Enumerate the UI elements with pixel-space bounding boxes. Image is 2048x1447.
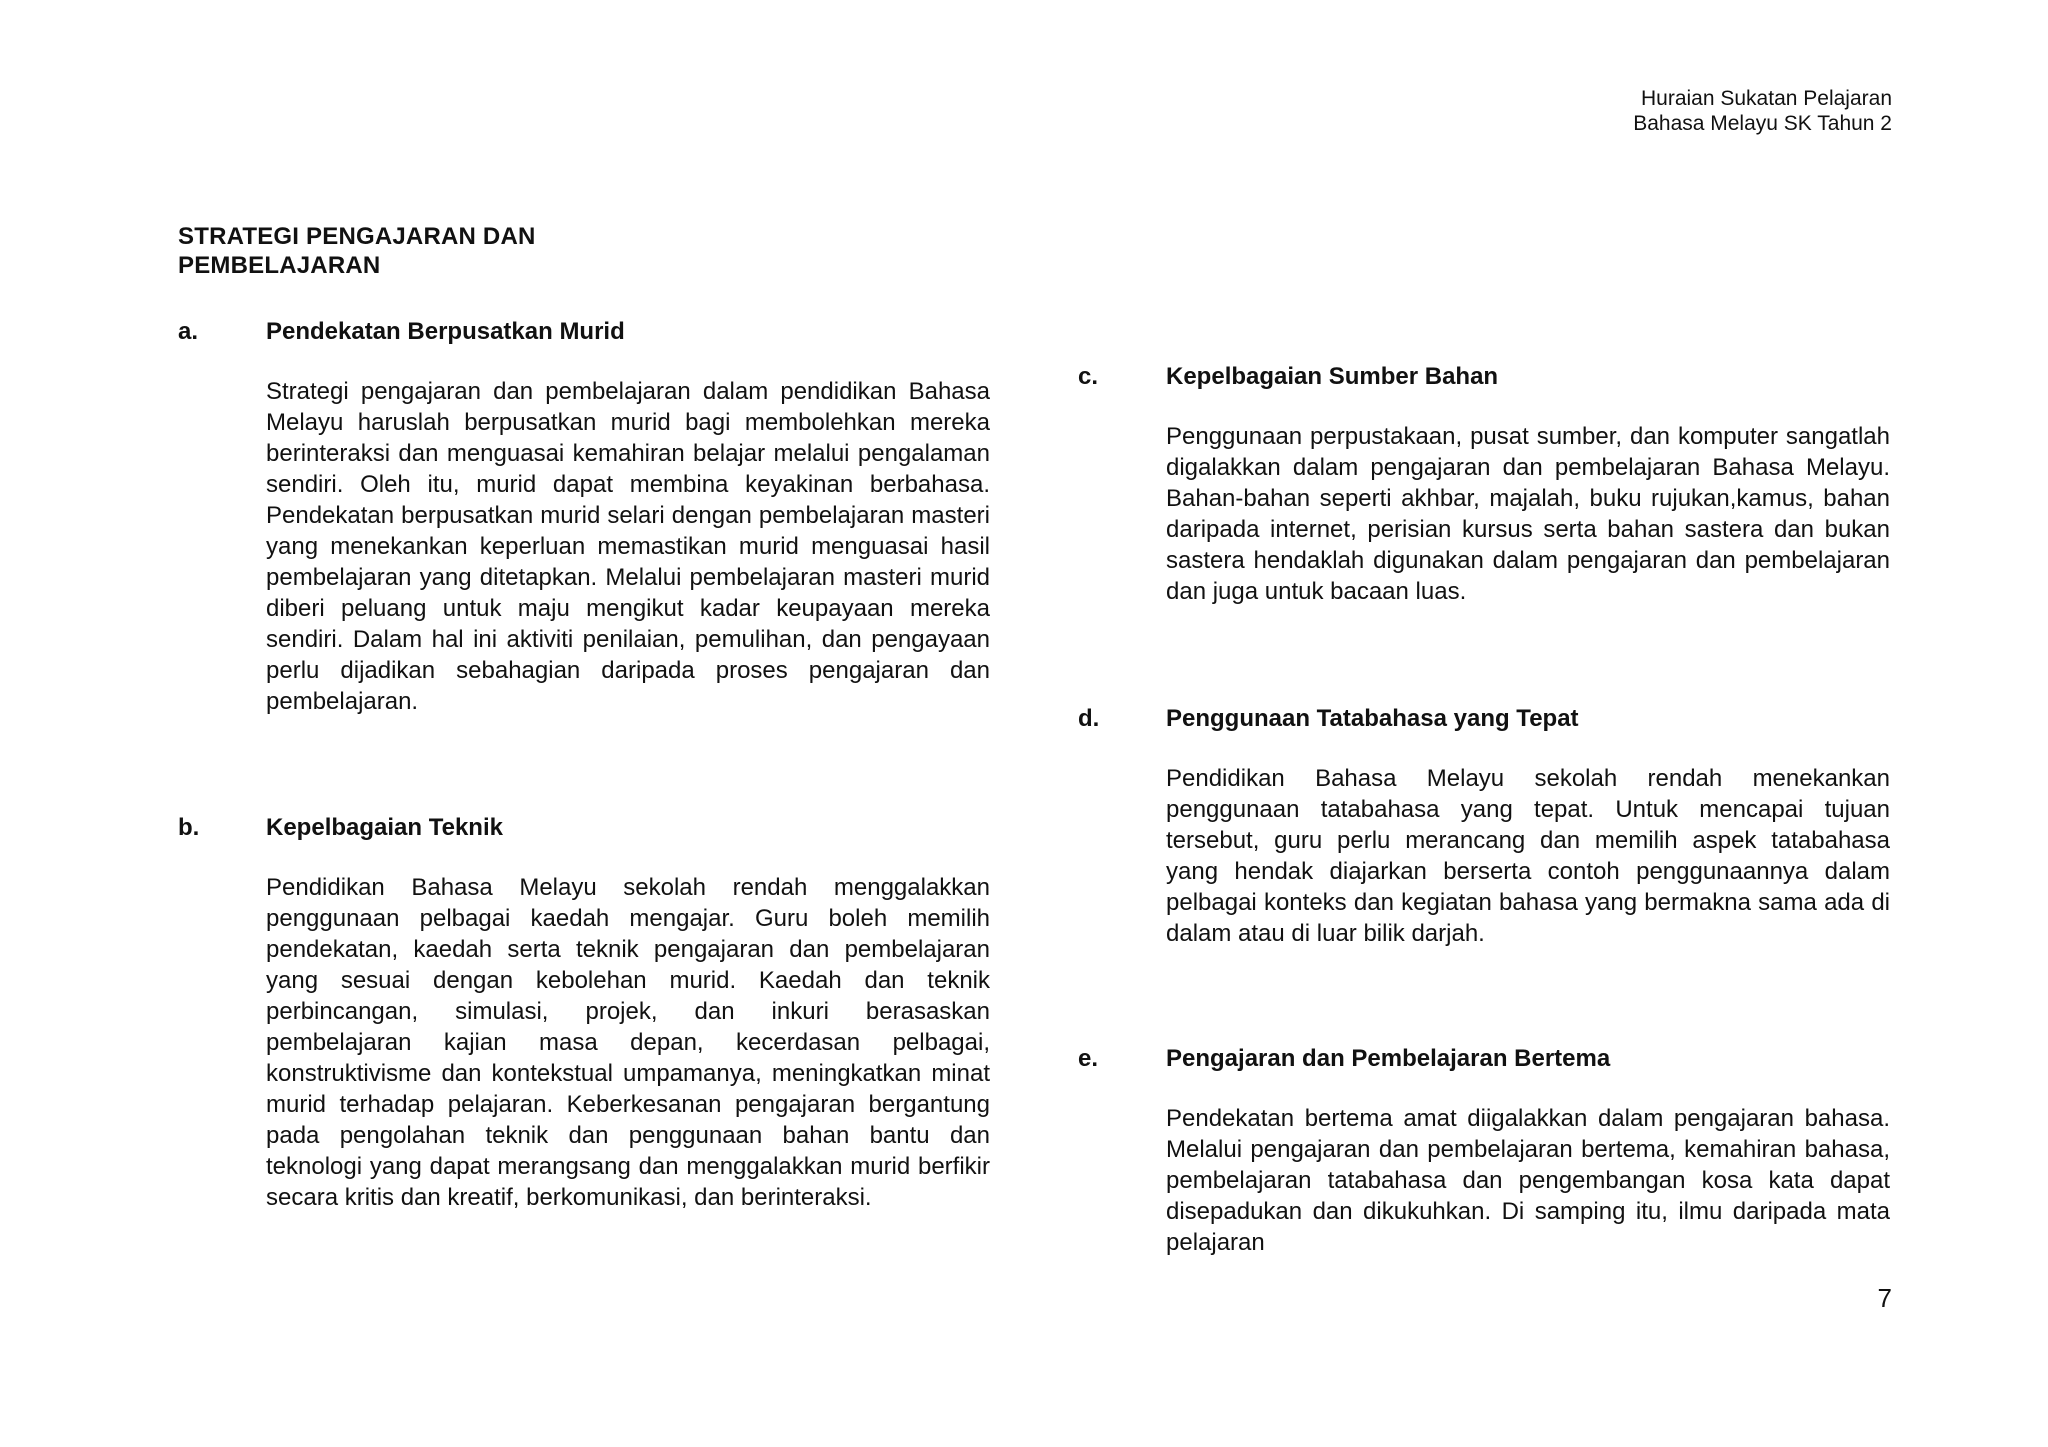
section-heading — [1078, 361, 1890, 393]
page-title-line-1: STRATEGI PENGAJARAN DAN — [178, 223, 536, 250]
section-title: Pendekatan Berpusatkan Murid — [266, 318, 625, 345]
section-letter: a. — [178, 318, 199, 345]
section-a — [178, 316, 990, 717]
page-title — [178, 222, 678, 280]
section-paragraph: Pendekatan bertema amat diigalakkan dalam pengajaran bahasa. Melalui pengajaran dan pembelajaran bertema, kemahiran bahasa, pembelajaran tatabahasa dan pengembangan kosa kata dapat disepadukan dan dikukuhkan. Di samping itu, ilmu daripada mata pelajaran — [1166, 1105, 1890, 1256]
section-letter: e. — [1078, 1045, 1099, 1072]
section-paragraph: Pendidikan Bahasa Melayu sekolah rendah menggalakkan penggunaan pelbagai kaedah mengajar. Guru boleh memilih pendekatan, kaedah serta teknik pengajaran dan pembelajaran yang sesuai dengan kebolehan murid. Kaedah dan teknik perbincangan, simulasi, projek, dan inkuri berasaskan pembelajaran kajian masa depan, kecerdasan pelbagai, konstruktivisme dan kontekstual umpamanya, meningkatkan minat murid terhadap pelajaran. Keberkesanan pengajaran bergantung pada pengolahan teknik dan penggunaan bahan bantu dan teknologi yang dapat merangsang dan menggalakkan murid berfikir secara kritis dan kreatif, berkomunikasi, dan berinteraksi. — [266, 874, 990, 1211]
section-letter: d. — [1078, 705, 1100, 732]
section-title: Pengajaran dan Pembelajaran Bertema — [1166, 1045, 1611, 1072]
section-heading — [178, 316, 990, 348]
section-d — [1078, 703, 1890, 949]
section-heading — [1078, 1043, 1890, 1075]
running-header — [1633, 86, 1892, 136]
section-paragraph: Pendidikan Bahasa Melayu sekolah rendah menekankan penggunaan tatabahasa yang tepat. Untuk mencapai tujuan tersebut, guru perlu merancang dan memilih aspek tatabahasa yang hendak diajarkan berserta contoh penggunaannya dalam pelbagai konteks dan kegiatan bahasa yang bermakna sama ada di dalam atau di luar bilik darjah. — [1166, 765, 1890, 947]
header-line-1: Huraian Sukatan Pelajaran — [1641, 87, 1892, 110]
page-title-line-2: PEMBELAJARAN — [178, 252, 381, 279]
section-title: Penggunaan Tatabahasa yang Tepat — [1166, 705, 1579, 732]
section-heading — [178, 812, 990, 844]
section-b — [178, 812, 990, 1213]
section-paragraph: Strategi pengajaran dan pembelajaran dalam pendidikan Bahasa Melayu haruslah berpusatkan murid bagi membolehkan mereka berinteraksi dan menguasai kemahiran belajar melalui pengalaman sendiri. Oleh itu, murid dapat membina keyakinan berbahasa. Pendekatan berpusatkan murid selari dengan pembelajaran masteri yang menekankan keperluan memastikan murid menguasai hasil pembelajaran yang ditetapkan. Melalui pembelajaran masteri murid diberi peluang untuk maju mengikut kadar keupayaan mereka sendiri. Dalam hal ini aktiviti penilaian, pemulihan, dan pengayaan perlu dijadikan sebahagian daripada proses pengajaran dan pembelajaran. — [266, 378, 990, 715]
page-number: 7 — [1877, 1283, 1892, 1313]
header-line-2: Bahasa Melayu SK Tahun 2 — [1633, 112, 1892, 135]
section-c — [1078, 361, 1890, 607]
section-letter: b. — [178, 814, 200, 841]
section-e — [1078, 1043, 1890, 1258]
section-paragraph: Penggunaan perpustakaan, pusat sumber, dan komputer sangatlah digalakkan dalam pengajaran dan pembelajaran Bahasa Melayu. Bahan-bahan seperti akhbar, majalah, buku rujukan,kamus, bahan daripada internet, perisian kursus serta bahan sastera dan bukan sastera hendaklah digunakan dalam pengajaran dan pembelajaran dan juga untuk bacaan luas. — [1166, 423, 1890, 605]
section-letter: c. — [1078, 363, 1099, 390]
section-title: Kepelbagaian Sumber Bahan — [1166, 363, 1499, 390]
section-heading — [1078, 703, 1890, 735]
section-title: Kepelbagaian Teknik — [266, 814, 503, 841]
